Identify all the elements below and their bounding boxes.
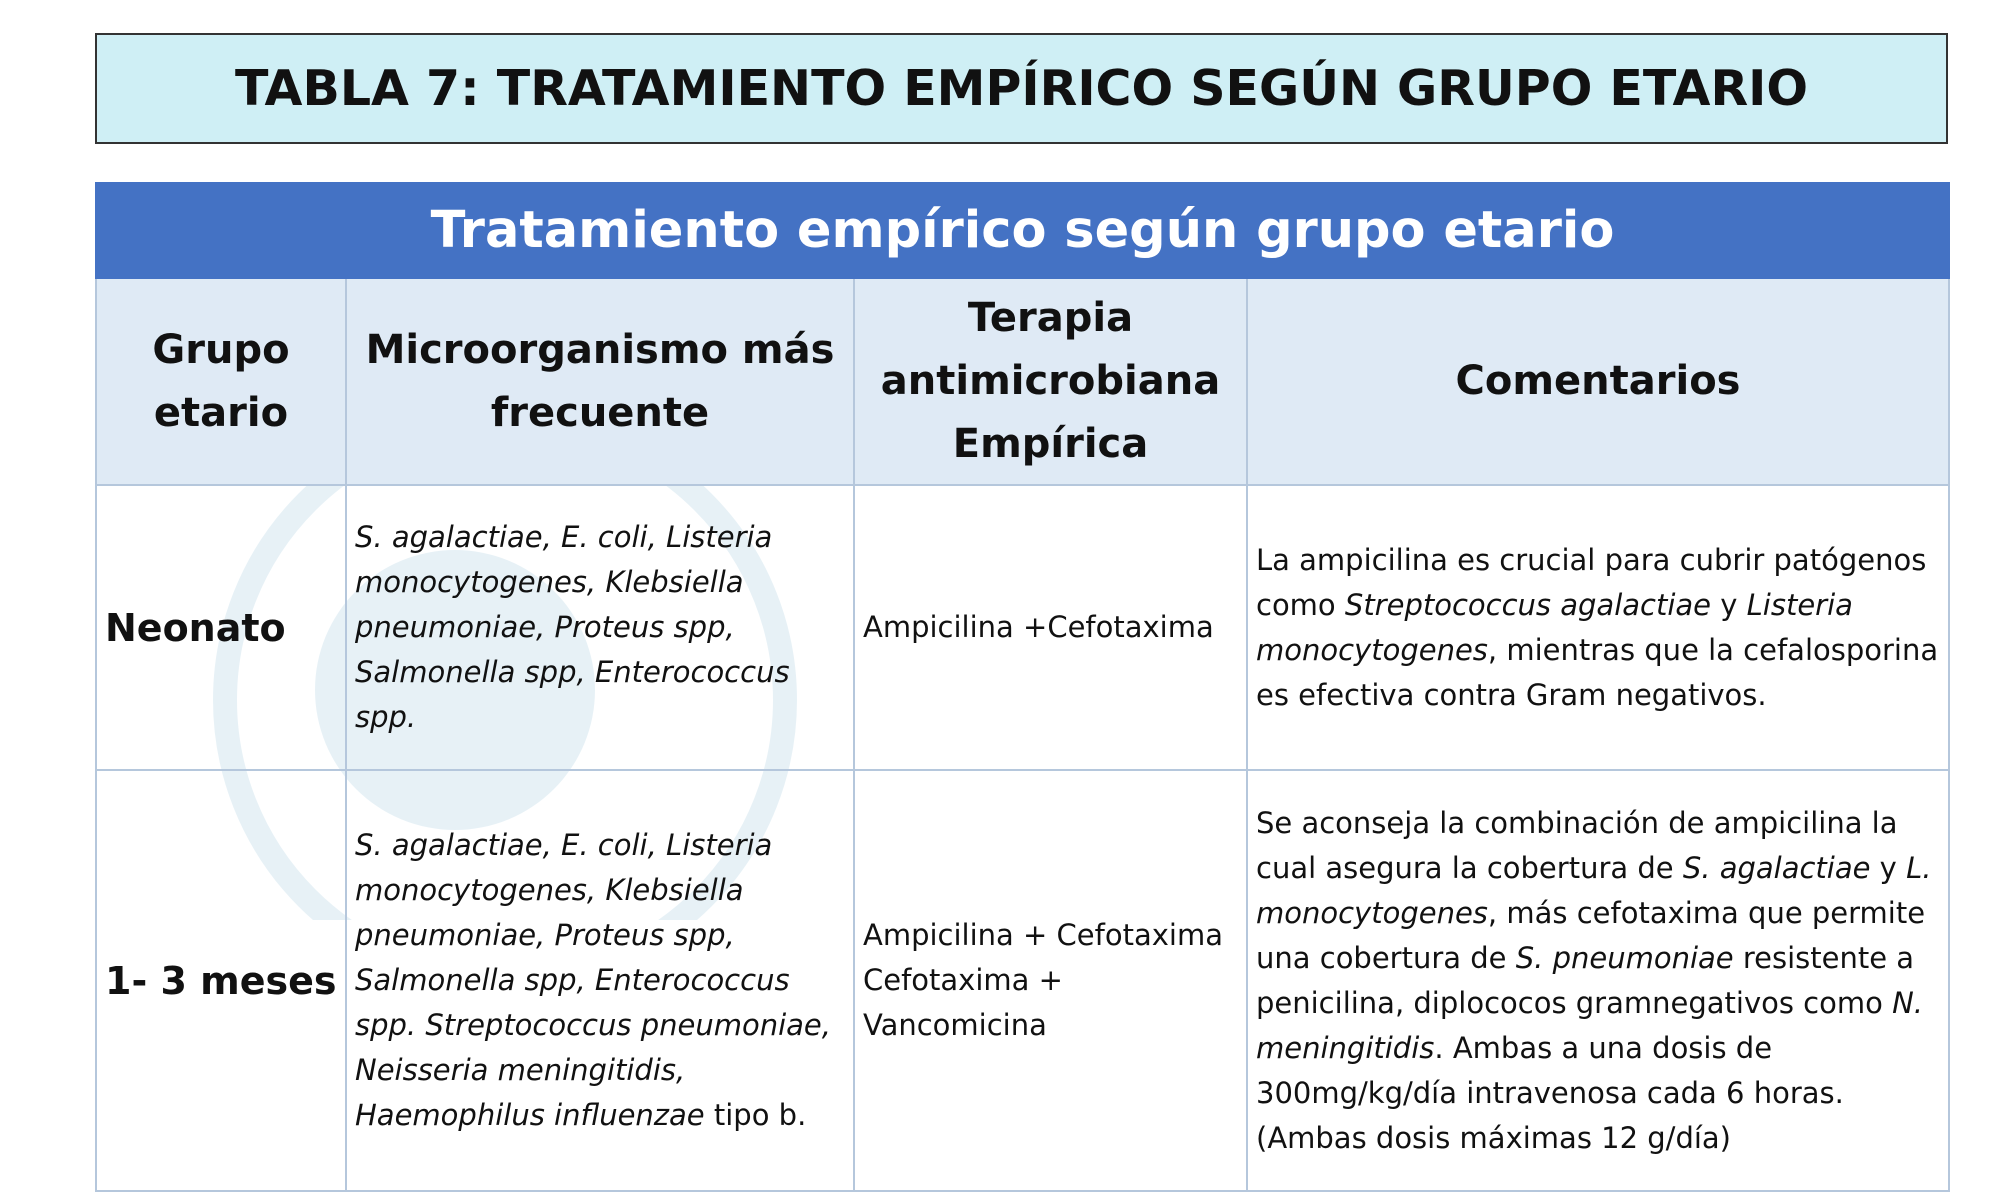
header-therapy: [854, 278, 1247, 485]
header-group: [96, 278, 346, 485]
table-row: [96, 485, 1949, 770]
group-cell: 1- 3 meses: [96, 770, 346, 1191]
page-title: TABLA 7: TRATAMIENTO EMPÍRICO SEGÚN GRUPO ETARIO: [234, 60, 1809, 117]
header-group-line2: etario: [153, 389, 289, 436]
title-box: [95, 33, 1948, 144]
comment-text: . Ambas a una dosis de 300mg/kg/día intravenosa cada 6 horas. (Ambas dosis máximas 12 g/día): [1256, 1030, 1844, 1155]
therapy-cell: Ampicilina +Cefotaxima: [854, 485, 1247, 770]
comment-italic: S. pneumoniae: [1515, 940, 1734, 975]
table-banner: Tratamiento empírico según grupo etario: [96, 183, 1949, 278]
header-therapy-line3: Empírica: [952, 421, 1149, 467]
comment-text: , mientras que la cefalosporina es efectiva contra Gram negativos.: [1256, 632, 1939, 712]
comment-text: y: [1711, 587, 1747, 622]
header-therapy-line2: antimicrobiana: [880, 358, 1221, 404]
header-group-line1: Grupo: [152, 326, 290, 373]
comment-text: , más cefotaxima que permite una cobertura de: [1256, 895, 1926, 975]
comment-cell: [1247, 485, 1949, 770]
therapy-line1: Ampicilina + Cefotaxima: [863, 918, 1223, 952]
table-header-row: [96, 278, 1949, 485]
micro-cell: [346, 770, 854, 1191]
comment-italic: S. agalactiae: [1682, 850, 1871, 885]
group-cell: Neonato: [96, 485, 346, 770]
table-row: [96, 770, 1949, 1191]
comment-cell: [1247, 770, 1949, 1191]
header-micro-line1: Microorganismo más: [365, 326, 835, 373]
micro-tail: tipo b.: [704, 1098, 807, 1132]
comment-text: resistente a penicilina, diplococos gramnegativos como: [1256, 940, 1915, 1020]
therapy-line2: Cefotaxima +: [863, 963, 1063, 997]
comment-text: La ampicilina es crucial para cubrir patógenos como: [1256, 542, 1927, 622]
header-micro: [346, 278, 854, 485]
comment-italic: Streptococcus agalactiae: [1344, 587, 1712, 622]
comment-text: y: [1870, 850, 1907, 885]
treatment-table: [95, 182, 1950, 1192]
header-therapy-line1: Terapia: [967, 295, 1134, 341]
micro-cell: S. agalactiae, E. coli, Listeria monocytogenes, Klebsiella pneumoniae, Proteus spp, Salmonella spp, Enterococcus spp.: [346, 485, 854, 770]
comment-text: Se aconseja la combinación de ampicilina la cual asegura la cobertura de: [1256, 805, 1898, 885]
header-micro-line2: frecuente: [490, 389, 710, 436]
micro-text: S. agalactiae, E. coli, Listeria monocytogenes, Klebsiella pneumoniae, Proteus spp, Salmonella spp, Enterococcus spp. Streptococcus pneumoniae, Neisseria meningitidis, Haemophilus influenzae: [355, 828, 831, 1132]
therapy-cell: [854, 770, 1247, 1191]
comment-italic: Listeria monocytogenes: [1256, 587, 1853, 667]
therapy-line3: Vancomicina: [863, 1008, 1047, 1042]
comment-italic: N. meningitidis: [1256, 985, 1923, 1065]
header-comments: Comentarios: [1247, 278, 1949, 485]
comment-italic: L. monocytogenes: [1256, 850, 1932, 930]
